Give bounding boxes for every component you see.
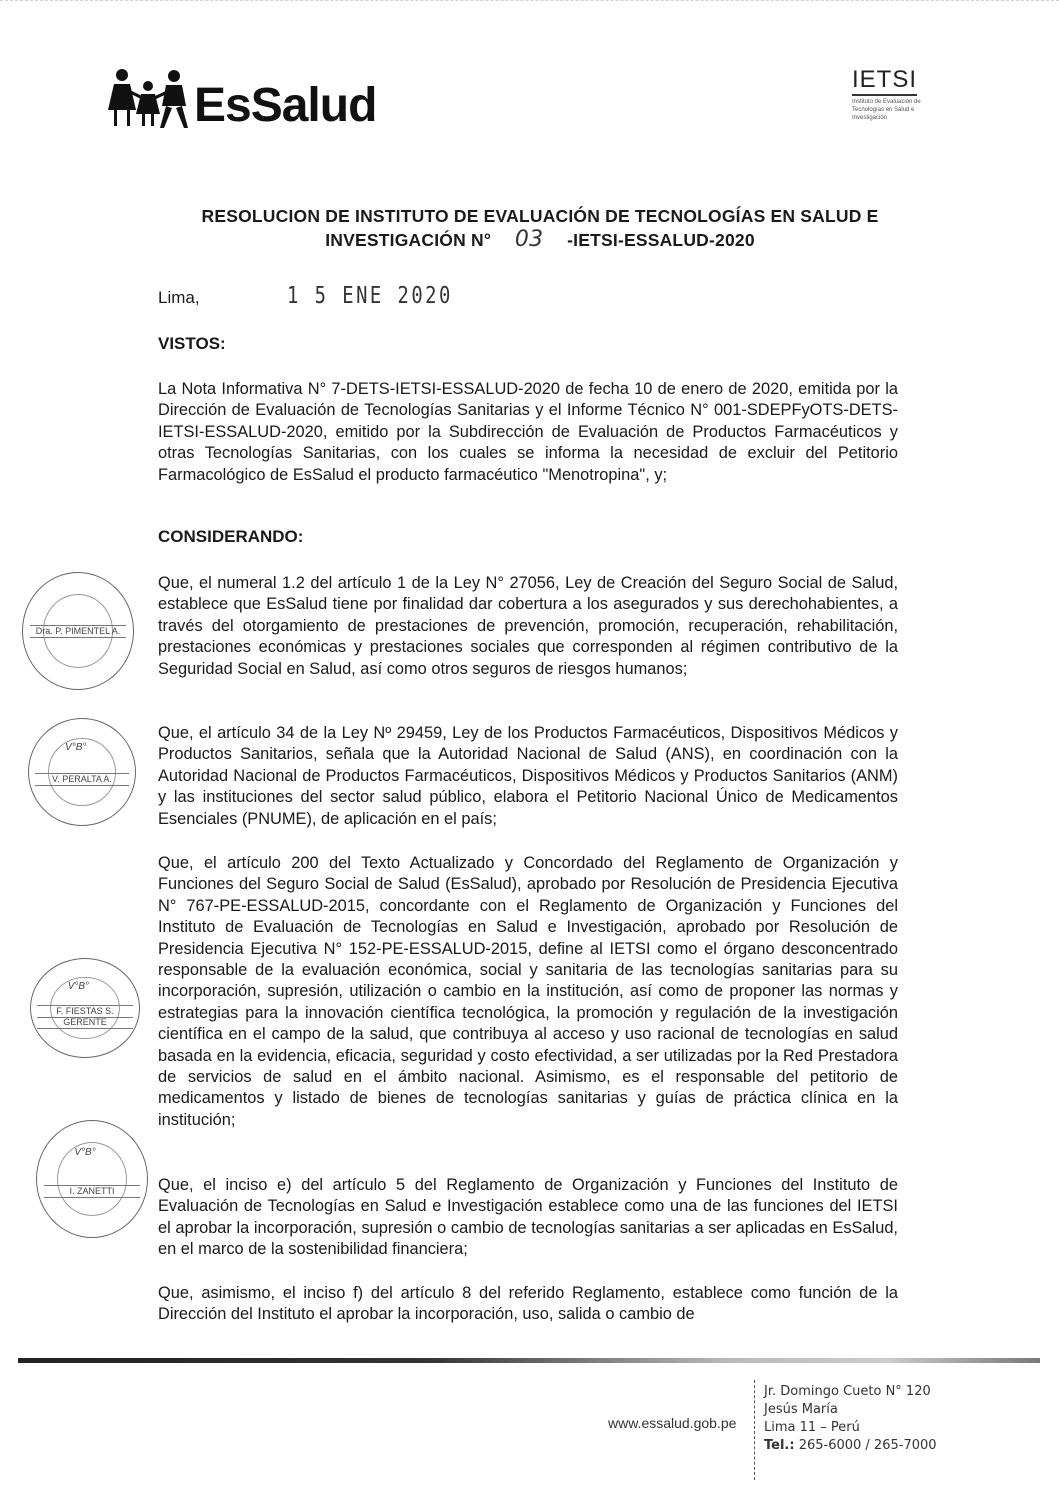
heading-vistos: VISTOS: <box>158 334 226 353</box>
seal-role-3: GERENTE <box>37 1017 132 1029</box>
ietsi-subtitle: Instituto de Evaluación de Tecnologías en Salud e Investigación <box>852 99 921 121</box>
seal-vb: V°B° <box>65 742 87 754</box>
address-line-3: Lima 11 – Perú <box>764 1420 860 1435</box>
paragraph-considerando-4: Que, el inciso e) del artículo 5 del Reglamento de Organización y Funciones del Instituto de Evaluación de Tecnologías en Salud e Investigación establece como una de las funciones del IETSI el aprobar la incorporación, supresión o cambio de tecnologías sanitarias a ser aplicadas en EsSalud, en el marco de la sostenibilidad financiera; <box>158 1176 898 1259</box>
paragraph-considerando-5: Que, asimismo, el inciso f) del artículo 8 del referido Reglamento, establece como función de la Dirección del Instituto el aprobar la incorporación, uso, salida o cambio de <box>158 1284 898 1324</box>
phone-label: Tel.: <box>764 1438 795 1453</box>
title-line-1: RESOLUCION DE INSTITUTO DE EVALUACIÓN DE TECNOLOGÍAS EN SALUD E <box>201 206 879 226</box>
address-line-1: Jr. Domingo Cueto N° 120 <box>764 1384 931 1399</box>
date-stamp: 1 5 ENE 2020 <box>287 283 453 309</box>
paragraph-considerando-2: Que, el artículo 34 de la Ley Nº 29459, Ley de los Productos Farmacéuticos, Dispositivos Médicos y Productos Sanitarios, señala que la Autoridad Nacional de Salud (ANS), en coordinación con la Autoridad Nacional de Productos Farmacéuticos, Dispositivos Médicos y Productos Sanitarios (ANM) y las instituciones del sector salud público, elabora el Petitorio Nacional Único de Medicamentos Esenciales (PNUME), de aplicación en el país; <box>158 724 898 828</box>
footer-address <box>764 1383 937 1455</box>
title-suffix: -IETSI-ESSALUD-2020 <box>567 230 755 250</box>
title-line-2 <box>140 228 940 252</box>
logo-text: EsSalud <box>194 79 377 132</box>
resolution-title <box>140 205 940 252</box>
seal-signatory-3: F. FIESTAS S. <box>37 1005 132 1018</box>
seal-stamp-1 <box>22 572 134 690</box>
footer-separator <box>754 1380 755 1480</box>
ietsi-logo <box>852 66 932 122</box>
seal-signatory-1: Dra. P. PIMENTEL A. <box>30 625 127 638</box>
family-icon <box>108 66 194 130</box>
seal-stamp-3 <box>30 958 140 1058</box>
address-line-2: Jesús María <box>764 1402 838 1417</box>
place: Lima, <box>158 288 200 307</box>
seal-signatory-2: V. PERALTA A. <box>35 773 128 786</box>
paragraph-considerando-3: Que, el artículo 200 del Texto Actualizado y Concordado del Reglamento de Organización y Funciones del Seguro Social de Salud (EsSalud), aprobado por Resolución de Presidencia Ejecutiva N° 767-PE-ESSALUD-2015, concordante con el Reglamento de Organización y Funciones del Instituto de Evaluación de Tecnologías en Salud e Investigación, aprobado por Resolución de Presidencia Ejecutiva N° 152-PE-ESSALUD-2015, define al IETSI como el órgano desconcentrado responsable de la evaluación económica, social y sanitaria de las tecnologías sanitarias para su incorporación, supresión, utilización o cambio en la institución, así como de proponer las normas y estrategias para la innovación científica tecnológica, la promoción y regulación de la investigación científica en el campo de la salud, que contribuya al acceso y uso racional de tecnologías en salud basada en la evidencia, eficacia, seguridad y costo efectividad, a ser utilizadas por la Red Prestadora de servicios de salud en el ámbito nacional. Asimismo, es el responsable del petitorio de medicamentos y listado de bienes de tecnologías sanitarias y guías de práctica clínica en la institución; <box>158 854 898 1129</box>
scan-artifact-top <box>0 0 1059 12</box>
seal-stamp-4 <box>36 1120 148 1238</box>
resolution-number: 03 <box>514 227 544 252</box>
phone-number: 265-6000 / 265-7000 <box>798 1438 937 1453</box>
paragraph-considerando-1: Que, el numeral 1.2 del artículo 1 de la Ley N° 27056, Ley de Creación del Seguro Social de Salud, establece que EsSalud tiene por finalidad dar cobertura a los asegurados y sus derechohabientes, a través del otorgamiento de prestaciones de prevención, promoción, recuperación, rehabilitación, prestaciones económicas y prestaciones sociales que corresponden al régimen contributivo de la Seguridad Social en Salud, así como otros seguros de riesgos humanos; <box>158 574 898 678</box>
seal-vb: V°B° <box>74 1146 96 1158</box>
heading-considerando: CONSIDERANDO: <box>158 527 304 546</box>
footer-divider <box>18 1358 1040 1363</box>
footer-website: www.essalud.gob.pe <box>608 1415 737 1431</box>
seal-vb: V°B° <box>67 980 90 992</box>
seal-stamp-2 <box>28 718 136 826</box>
essalud-logo <box>108 66 378 134</box>
ietsi-title: IETSI <box>852 66 917 96</box>
phone-line <box>764 1437 937 1455</box>
seal-signatory-4: I. ZANETTI <box>44 1185 141 1198</box>
title-prefix: INVESTIGACIÓN N° <box>325 230 492 250</box>
paragraph-vistos: La Nota Informativa N° 7-DETS-IETSI-ESSALUD-2020 de fecha 10 de enero de 2020, emitida por la Dirección de Evaluación de Tecnologías Sanitarias y el Informe Técnico N° 001-SDEPFyOTS-DETS-IETSI-ESSALUD-2020, emitido por la Subdirección de Evaluación de Productos Farmacéuticos y otras Tecnologías Sanitarias, con los cuales se informa la necesidad de excluir del Petitorio Farmacológico de EsSalud el producto farmacéutico "Menotropina", y; <box>158 380 898 484</box>
